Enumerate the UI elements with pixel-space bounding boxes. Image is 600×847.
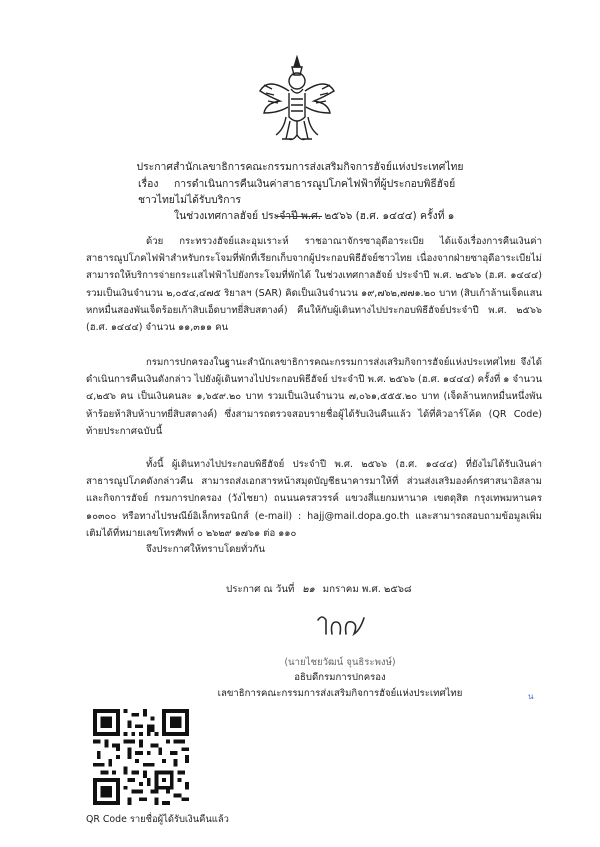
qr-code-icon[interactable] bbox=[93, 709, 189, 805]
qr-caption: QR Code รายชื่อผู้ได้รับเงินคืนแล้ว bbox=[86, 814, 229, 825]
date-month-year: มกราคม พ.ศ. ๒๕๖๘ bbox=[322, 584, 412, 595]
signer-name: (นายไชยวัฒน์ จุนธิระพงษ์) bbox=[284, 657, 396, 668]
subject-line-2: ในช่วงเทศกาลฮัจย์ ประจำปี พ.ศ. ๒๕๖๖ (ฮ.ศ. ๑๔๔๔) ครั้งที่ ๑ bbox=[174, 210, 455, 222]
body-paragraph-3: ทั้งนี้ ผู้เดินทางไปประกอบพิธีฮัจย์ ประจำปี พ.ศ. ๒๕๖๖ (ฮ.ศ. ๑๔๔๔) ที่ยังไม่ได้รับเงินค่าสาธารณูปโภคดังกล่าวคืน สามารถส่งเอกสารหน้าสมุดบัญชีธนาคารมาให้ที่ ส่วนส่งเสริมองค์กรศาสนาอิสลามและกิจการฮัจย์ กรมการปกครอง (วังไชยา) ถนนนครสวรรค์ แขวงสี่แยกมหานาค เขตดุสิต กรุงเทพมหานคร ๑๐๓๐๐ หรือทางไปรษณีย์อิเล็กทรอนิกส์ (e-mail) : hajj@mail.dopa.go.th และสามารถสอบถามข้อมูลเพิ่มเติมได้ที่หมายเลขโทรศัพท์ ๐ ๒๖๒๙ ๑๗๖๑ ต่อ ๑๑๐ bbox=[86, 459, 542, 539]
body-paragraph-1: ด้วย กระทรวงฮัจย์และอุมเราะห์ ราชอาณาจักรซาอุดีอาระเบีย ได้แจ้งเรื่องการคืนเงินค่าสาธารณูปโภคไฟฟ้าสำหรับกระโจมที่พักที่เรียกเก็บจากผู้ประกอบพิธีฮัจย์ชาวไทย เนื่องจากฝ่ายซาอุดีอาระเบียไม่สามารถให้บริการจ่ายกระแสไฟฟ้าไปยังกระโจมที่พักได้ ในช่วงเทศกาลฮัจย์ ประจำปี พ.ศ. ๒๕๖๖ (ฮ.ศ. ๑๔๔๔) รวมเป็นเงินจำนวน ๒,๐๕๔,๔๗๕ ริยาลฯ (SAR) คิดเป็นเงินจำนวน ๑๙,๗๖๒,๗๗๑.๒๐ บาท (สิบเก้าล้านเจ็ดแสนหกหมื่นสองพันเจ็ดร้อยเก้าสิบเอ็ดบาทยี่สิบสตางค์) คืนให้กับผู้เดินทางไปประกอบพิธีฮัจย์ประจำปี พ.ศ. ๒๕๖๖ (ฮ.ศ. ๑๔๔๔) จำนวน ๑๑,๓๑๑ คน bbox=[86, 236, 542, 334]
header-divider bbox=[276, 216, 322, 217]
body-paragraph-2: กรมการปกครองในฐานะสำนักเลขาธิการคณะกรรมการส่งเสริมกิจการฮัจย์แห่งประเทศไทย จึงได้ดำเนินการคืนเงินดังกล่าว ไปยังผู้เดินทางไปประกอบพิธีฮัจย์ ประจำปี พ.ศ. ๒๕๖๖ (ฮ.ศ. ๑๔๔๔) ครั้งที่ ๑ จำนวน ๔,๒๕๖ คน เป็นเงินคนละ ๑,๖๕๙.๒๐ บาท รวมเป็นเงินจำนวน ๗,๐๖๑,๕๕๕.๒๐ บาท (เจ็ดล้านหกหมื่นหนึ่งพันห้าร้อยห้าสิบห้าบาทยี่สิบสตางค์) ซึ่งสามารถตรวจสอบรายชื่อผู้ได้รับเงินคืนแล้ว ได้ที่คิวอาร์โค้ด (QR Code) ท้ายประกาศฉบับนี้ bbox=[86, 357, 542, 437]
signer-position-2: เลขาธิการคณะกรรมการส่งเสริมกิจการฮัจย์แห่งประเทศไทย bbox=[217, 688, 463, 699]
announcement-date bbox=[226, 582, 412, 597]
garuda-emblem-icon bbox=[256, 55, 338, 143]
page-mark: น bbox=[528, 692, 534, 701]
body-paragraph-4: จึงประกาศให้ทราบโดยทั่วกัน bbox=[146, 544, 266, 555]
subject-line-1: การดำเนินการคืนเงินค่าสาธารณูปโภคไฟฟ้าที่ผู้ประกอบพิธีฮัจย์ชาวไทยไม่ได้รับบริการ bbox=[138, 178, 456, 206]
handwritten-signature bbox=[312, 610, 372, 644]
signer-position-1: อธิบดีกรมการปกครอง bbox=[294, 672, 386, 683]
date-prefix: ประกาศ ณ วันที่ bbox=[226, 584, 295, 595]
announcement-title: ประกาศสำนักเลขาธิการคณะกรรมการส่งเสริมกิจการฮัจย์แห่งประเทศไทย bbox=[136, 161, 464, 173]
subject-label: เรื่อง bbox=[138, 178, 159, 190]
date-day: ๒๑ bbox=[302, 584, 315, 595]
